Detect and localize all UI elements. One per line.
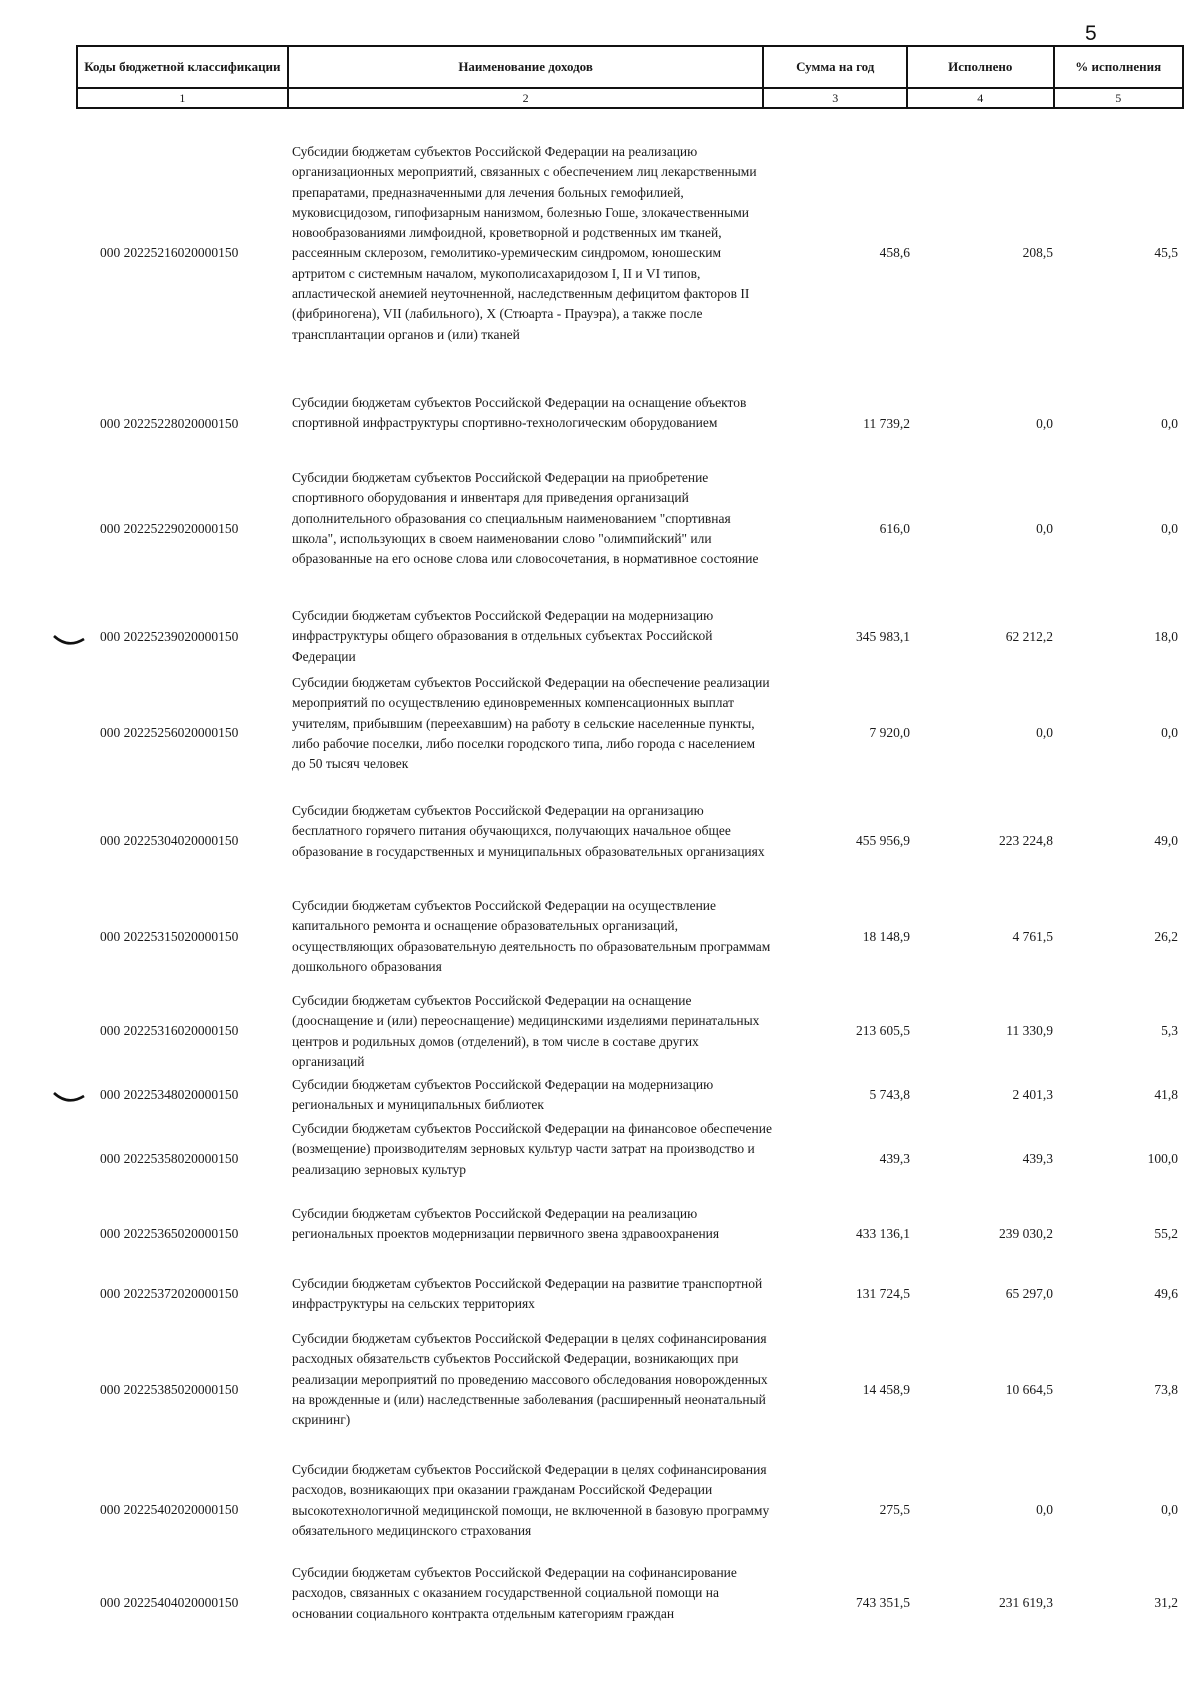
scan-mark-curve — [52, 633, 86, 647]
executed-amount: 10 664,5 — [1005, 1382, 1053, 1397]
execution-percent: 5,3 — [1161, 1023, 1178, 1038]
income-name: Субсидии бюджетам субъектов Российской Федерации на приобретение спортивного оборудования и инвентаря для приведения организаций дополнительного образования со специальным наименованием "спортивная школа", использующих в своем наименовании слово "олимпийский" или образованные на его основе слова или словосочетания, в нормативное состояние — [292, 470, 759, 567]
annual-amount: 345 983,1 — [856, 629, 910, 644]
budget-code: 000 20225365020000150 — [100, 1226, 239, 1241]
header-pct: % исполнения — [1054, 46, 1184, 88]
income-name: Субсидии бюджетам субъектов Российской Федерации на оснащение (дооснащение и (или) переоснащение) медицинскими изделиями перинатальных центров и родильных домов (отделений), в том числе в составе других организаций — [292, 993, 760, 1069]
annual-amount: 14 458,9 — [862, 1382, 910, 1397]
executed-amount: 4 761,5 — [1012, 929, 1053, 944]
annual-amount: 433 136,1 — [856, 1226, 910, 1241]
income-name: Субсидии бюджетам субъектов Российской Федерации в целях софинансирования расходов, возникающих при оказании гражданам Российской Федерации высокотехнологичной медицинской помощи, не включенной в базовую программу обязательного медицинского страхования — [292, 1462, 770, 1538]
executed-amount: 231 619,3 — [999, 1595, 1053, 1610]
executed-amount: 0,0 — [1036, 416, 1053, 431]
execution-percent: 18,0 — [1154, 629, 1178, 644]
execution-percent: 45,5 — [1154, 245, 1178, 260]
budget-code: 000 20225358020000150 — [100, 1151, 239, 1166]
executed-amount: 0,0 — [1036, 521, 1053, 536]
execution-percent: 55,2 — [1154, 1226, 1178, 1241]
budget-code: 000 20225404020000150 — [100, 1595, 239, 1610]
annual-amount: 213 605,5 — [856, 1023, 910, 1038]
executed-amount: 0,0 — [1036, 1502, 1053, 1517]
income-name: Субсидии бюджетам субъектов Российской Федерации на развитие транспортной инфраструктуры на сельских территориях — [292, 1276, 763, 1312]
annual-amount: 5 743,8 — [869, 1087, 910, 1102]
income-name: Субсидии бюджетам субъектов Российской Федерации на модернизацию региональных и муниципальных библиотек — [292, 1077, 714, 1113]
executed-amount: 0,0 — [1036, 725, 1053, 740]
execution-percent: 0,0 — [1161, 521, 1178, 536]
header-num-1: 1 — [77, 88, 288, 108]
executed-amount: 439,3 — [1022, 1151, 1053, 1166]
executed-amount: 11 330,9 — [1006, 1023, 1053, 1038]
income-name: Субсидии бюджетам субъектов Российской Федерации на организацию бесплатного горячего питания обучающихся, получающих начальное общее образование в государственных и муниципальных образовательных организациях — [292, 803, 765, 859]
executed-amount: 208,5 — [1022, 245, 1053, 260]
execution-percent: 73,8 — [1154, 1382, 1178, 1397]
annual-amount: 743 351,5 — [856, 1595, 910, 1610]
budget-code: 000 20225256020000150 — [100, 725, 239, 740]
budget-code: 000 20225402020000150 — [100, 1502, 239, 1517]
page-number: 5 — [1085, 22, 1097, 45]
annual-amount: 275,5 — [879, 1502, 910, 1517]
annual-amount: 131 724,5 — [856, 1286, 910, 1301]
income-name: Субсидии бюджетам субъектов Российской Федерации на финансовое обеспечение (возмещение) производителям зерновых культур части затрат на производство и реализацию зерновых культур — [292, 1121, 772, 1177]
budget-code: 000 20225372020000150 — [100, 1286, 239, 1301]
execution-percent: 100,0 — [1147, 1151, 1178, 1166]
income-name: Субсидии бюджетам субъектов Российской Федерации на реализацию региональных проектов модернизации первичного звена здравоохранения — [292, 1206, 720, 1242]
budget-code: 000 20225385020000150 — [100, 1382, 239, 1397]
executed-amount: 65 297,0 — [1005, 1286, 1053, 1301]
header-num-3: 3 — [763, 88, 907, 108]
annual-amount: 458,6 — [879, 245, 910, 260]
header-plan: Сумма на год — [763, 46, 907, 88]
budget-code: 000 20225239020000150 — [100, 629, 239, 644]
income-name: Субсидии бюджетам субъектов Российской Федерации на оснащение объектов спортивной инфраструктуры спортивно-технологическим оборудованием — [292, 395, 747, 431]
budget-code: 000 20225348020000150 — [100, 1087, 239, 1102]
budget-code: 000 20225229020000150 — [100, 521, 239, 536]
execution-percent: 0,0 — [1161, 725, 1178, 740]
income-name: Субсидии бюджетам субъектов Российской Федерации в целях софинансирования расходных обязательств субъектов Российской Федерации, возникающих при реализации мероприятий по проведению массового обследования новорожденных на врожденные и (или) наследственные заболевания (расширенный неонатальный скрининг) — [292, 1331, 768, 1428]
execution-percent: 0,0 — [1161, 1502, 1178, 1517]
header-codes: Коды бюджетной классификации — [77, 46, 288, 88]
annual-amount: 11 739,2 — [863, 416, 910, 431]
header-num-4: 4 — [907, 88, 1054, 108]
execution-percent: 0,0 — [1161, 416, 1178, 431]
executed-amount: 223 224,8 — [999, 833, 1053, 848]
income-name: Субсидии бюджетам субъектов Российской Федерации на модернизацию инфраструктуры общего образования в отдельных субъектах Российской Федерации — [292, 608, 714, 664]
scan-mark-curve — [52, 1090, 86, 1104]
header-num-5: 5 — [1054, 88, 1184, 108]
annual-amount: 439,3 — [879, 1151, 910, 1166]
income-name: Субсидии бюджетам субъектов Российской Федерации на осуществление капитального ремонта и оснащение образовательных организаций, осуществляющих образовательную деятельность по образовательным программам дошкольного образования — [292, 898, 771, 974]
annual-amount: 18 148,9 — [862, 929, 910, 944]
income-name: Субсидии бюджетам субъектов Российской Федерации на реализацию организационных мероприятий, связанных с обеспечением лиц лекарственными препаратами, предназначенными для лечения больных гемофилией, муковисцидозом, гипофизарным нанизмом, болезнью Гоше, злокачественными новообразованиями лимфоидной, кроветворной и родственных им тканей, рассеянным склерозом, гемолитико-уремическим синдромом, юношеским артритом с системным началом, мукополисахаридозом I, II и VI типов, апластической анемией неуточненной, наследственным дефицитом факторов II (фибриногена), VII (лабильного), X (Стюарта - Прауэра), а также после трансплантации органов и (или) тканей — [292, 144, 757, 342]
income-name: Субсидии бюджетам субъектов Российской Федерации на обеспечение реализации мероприятий по осуществлению единовременных компенсационных выплат учителям, прибывшим (переехавшим) на работу в сельские населенные пункты, либо рабочие поселки, либо поселки городского типа, либо города с населением до 50 тысяч человек — [292, 675, 770, 772]
header-num-2: 2 — [288, 88, 764, 108]
header-done: Исполнено — [907, 46, 1054, 88]
annual-amount: 616,0 — [879, 521, 910, 536]
executed-amount: 2 401,3 — [1012, 1087, 1053, 1102]
budget-code: 000 20225228020000150 — [100, 416, 239, 431]
budget-code: 000 20225316020000150 — [100, 1023, 239, 1038]
income-name: Субсидии бюджетам субъектов Российской Федерации на софинансирование расходов, связанных с оказанием государственной социальной помощи на основании социального контракта отдельным категориям граждан — [292, 1565, 737, 1621]
execution-percent: 49,6 — [1154, 1286, 1178, 1301]
budget-code: 000 20225216020000150 — [100, 245, 239, 260]
budget-code: 000 20225304020000150 — [100, 833, 239, 848]
header-name: Наименование доходов — [288, 46, 764, 88]
table-header — [76, 45, 1184, 109]
annual-amount: 455 956,9 — [856, 833, 910, 848]
executed-amount: 62 212,2 — [1005, 629, 1053, 644]
execution-percent: 26,2 — [1154, 929, 1178, 944]
execution-percent: 41,8 — [1154, 1087, 1178, 1102]
execution-percent: 49,0 — [1154, 833, 1178, 848]
executed-amount: 239 030,2 — [999, 1226, 1053, 1241]
budget-code: 000 20225315020000150 — [100, 929, 239, 944]
annual-amount: 7 920,0 — [869, 725, 910, 740]
execution-percent: 31,2 — [1154, 1595, 1178, 1610]
